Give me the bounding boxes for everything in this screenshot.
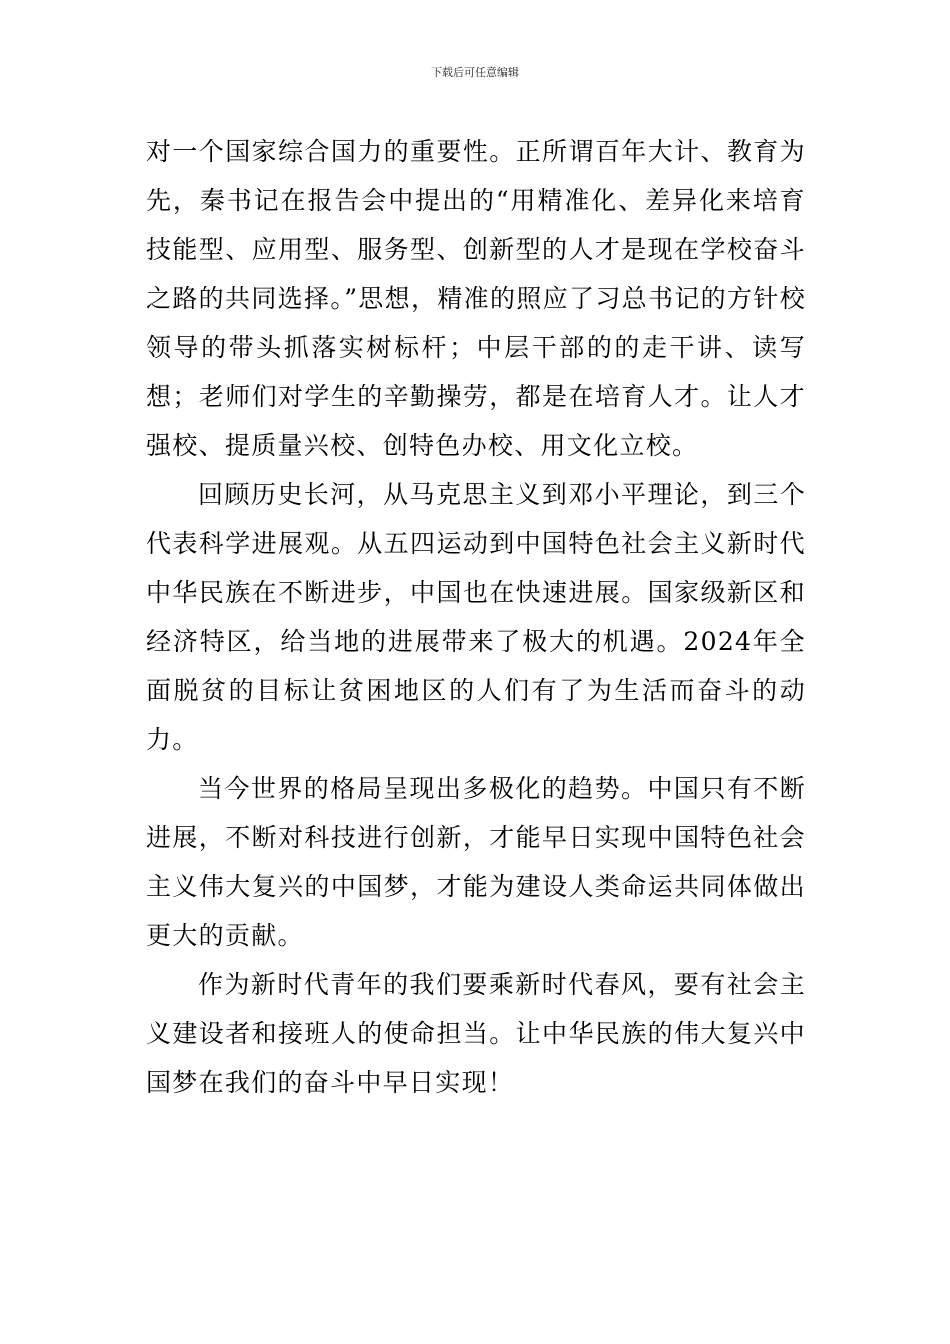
body-text xyxy=(146,127,806,1107)
header-note: 下载后可任意编辑 xyxy=(431,66,519,79)
paragraph-4: 作为新时代青年的我们要乘新时代春风，要有社会主义建设者和接班人的使命担当。让中华民族的伟大复兴中国梦在我们的奋斗中早日实现！ xyxy=(146,970,806,1097)
paragraph-2: 回顾历史长河，从马克思主义到邓小平理论，到三个代表科学进展观。从五四运动到中国特色社会主义新时代中华民族在不断进步，中国也在快速进展。国家级新区和经济特区，给当地的进展带来了极大的机遇。2024年全面脱贫的目标让贫困地区的人们有了为生活而奋斗的动力。 xyxy=(146,480,806,754)
paragraph-3: 当今世界的格局呈现出多极化的趋势。中国只有不断进展，不断对科技进行创新，才能早日实现中国特色社会主义伟大复兴的中国梦，才能为建设人类命运共同体做出更大的贡献。 xyxy=(146,774,806,950)
paragraph-1: 对一个国家综合国力的重要性。正所谓百年大计、教育为先，秦书记在报告会中提出的“用精准化、差异化来培育技能型、应用型、服务型、创新型的人才是现在学校奋斗之路的共同选择。”思想，精准的照应了习总书记的方针校领导的带头抓落实树标杆；中层干部的的走干讲、读写想；老师们对学生的辛勤操劳，都是在培育人才。让人才强校、提质量兴校、创特色办校、用文化立校。 xyxy=(146,137,806,460)
